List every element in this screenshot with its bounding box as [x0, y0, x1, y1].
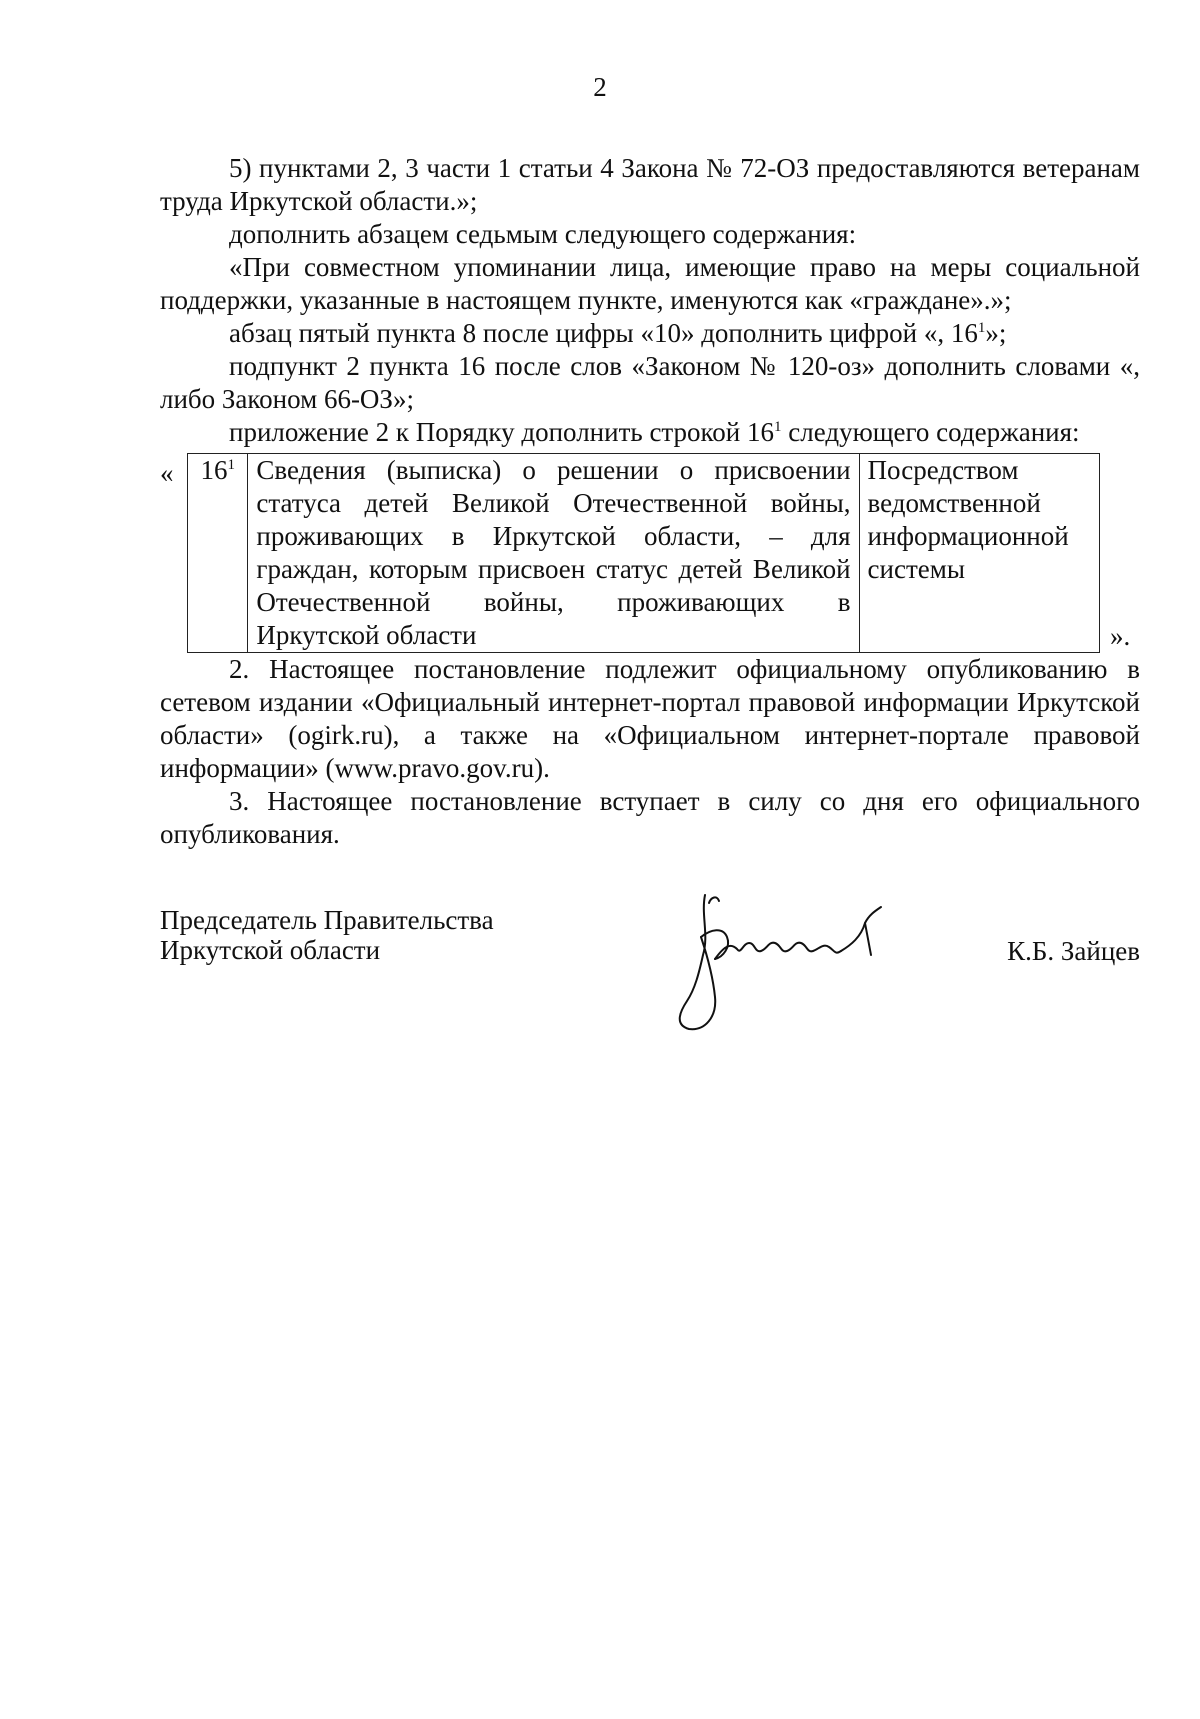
signature-block — [160, 905, 1140, 1035]
paragraph-item-5: 5) пунктами 2, 3 части 1 статьи 4 Закона № 72-ОЗ предоставляются ветеранам труда Иркутской области.»; — [160, 153, 1140, 216]
paragraph-quoted-citizens: «При совместном упоминании лица, имеющие право на меры социальной поддержки, указанные в настоящем пункте, именуются как «граждане».»; — [160, 252, 1140, 315]
page-number: 2 — [593, 72, 607, 102]
row-description-cell: Сведения (выписка) о решении о присвоении статуса детей Великой Отечественной войны, проживающих в Иркутской области, – для граждан, которым присвоен статус детей Великой Отечественной войны, проживающих в Иркутской области — [248, 454, 859, 653]
handwritten-signature — [665, 885, 905, 1035]
table-row — [188, 454, 1100, 653]
appendix-table-block — [160, 453, 1140, 653]
document-body — [160, 152, 1140, 851]
paragraph-item-8: абзац пятый пункта 8 после цифры «10» дополнить цифрой «, $16^1$»; — [229, 318, 1007, 348]
paragraph-publication: 2. Настоящее постановление подлежит официальному опубликованию в сетевом издании «Официальный интернет-портал правовой информации Иркутской области» (ogirk.ru), а также на «Официальном интернет-портале правовой информации» (www.pravo.gov.ru). — [160, 654, 1140, 783]
paragraph-add-seventh: дополнить абзацем седьмым следующего содержания: — [229, 219, 857, 249]
paragraph-item-16: подпункт 2 пункта 16 после слов «Законом № 120-оз» дополнить словами «, либо Законом 66-ОЗ»; — [160, 351, 1140, 414]
paragraph-appendix-2: приложение 2 к Порядку дополнить строкой $16^1$ следующего содержания: — [229, 417, 1080, 447]
signatory-name: К.Б. Зайцев — [1007, 936, 1140, 966]
appendix-table — [187, 453, 1100, 653]
row-method-cell: Посредством ведомственной информационной системы — [859, 454, 1099, 653]
table-close-quote: ». — [1110, 621, 1131, 651]
paragraph-entry-into-force: 3. Настоящее постановление вступает в силу со дня его официального опубликования. — [160, 786, 1140, 849]
signatory-title: Председатель Правительства Иркутской области — [160, 905, 494, 965]
row-number-cell: $16^1$ — [188, 454, 248, 653]
table-open-quote: « — [160, 458, 174, 488]
